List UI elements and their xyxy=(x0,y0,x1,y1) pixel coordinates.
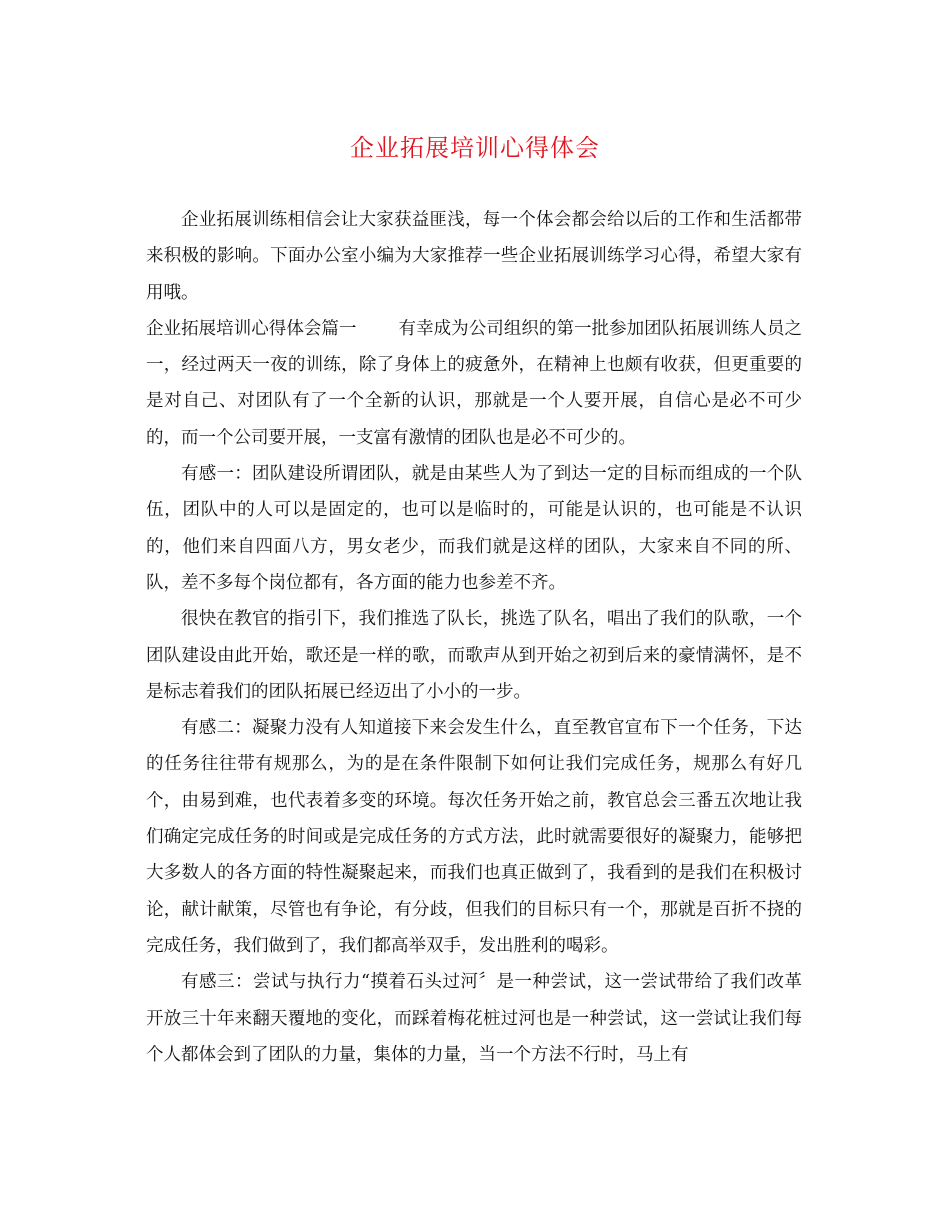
paragraph-team-song: 很快在教官的指引下，我们推选了队长，挑选了队名，唱出了我们的队歌，一个团队建设由此开始，歌还是一样的歌，而歌声从到开始之初到后来的豪情满怀，是不是标志着我们的团队拓展已经迈出了小小的一步。 xyxy=(146,609,802,702)
document-title: 企业拓展培训心得体会 xyxy=(350,134,600,162)
section-1-text: 有幸成为公司组织的第一批参加团队拓展训练人员之一，经过两天一夜的训练，除了身体上的疲惫外，在精神上也颇有收获，但更重要的是对自己、对团队有了一个全新的认识，那就是一个人要开展，自信心是必不可少的，而一个公司要开展，一支富有激情的团队也是必不可少的。 xyxy=(146,318,802,448)
paragraph-feeling-1: 有感一：团队建设所谓团队，就是由某些人为了到达一定的目标而组成的一个队伍，团队中的人可以是固定的，也可以是临时的，可能是认识的，也可能是不认识的，他们来自四面八方，男女老少，而我们就是这样的团队，大家来自不同的所、队，差不多每个岗位都有，各方面的能力也参差不齐。 xyxy=(146,464,802,593)
section-1-heading: 企业拓展培训心得体会篇一 xyxy=(146,318,357,339)
paragraph-feeling-3: 有感三：尝试与执行力“摸着石头过河〞是一种尝试，这一尝试带给了我们改革开放三十年来翻天覆地的变化，而踩着梅花桩过河也是一种尝试，这一尝试让我们每个人都体会到了团队的力量，集体的力量，当一个方法不行时，马上有 xyxy=(146,972,802,1065)
paragraph-feeling-2: 有感二：凝聚力没有人知道接下来会发生什么，直至教官宣布下一个任务，下达的任务往往带有规那么，为的是在条件限制下如何让我们完成任务，规那么有好几个，由易到难，也代表着多变的环境。每次任务开始之前，教官总会三番五次地让我们确定完成任务的时间或是完成任务的方式方法，此时就需要很好的凝聚力，能够把大多数人的各方面的特性凝聚起来，而我们也真正做到了，我看到的是我们在积极讨论，献计献策，尽管也有争论，有分歧，但我们的目标只有一个，那就是百折不挠的完成任务，我们做到了，我们都高举双手，发出胜利的喝彩。 xyxy=(146,718,802,956)
section-1-paragraph xyxy=(146,311,802,456)
document-body xyxy=(146,202,802,1073)
intro-paragraph: 企业拓展训练相信会让大家获益匪浅，每一个体会都会给以后的工作和生活都带来积极的影响。下面办公室小编为大家推荐一些企业拓展训练学习心得，希望大家有用哦。 xyxy=(146,210,802,303)
